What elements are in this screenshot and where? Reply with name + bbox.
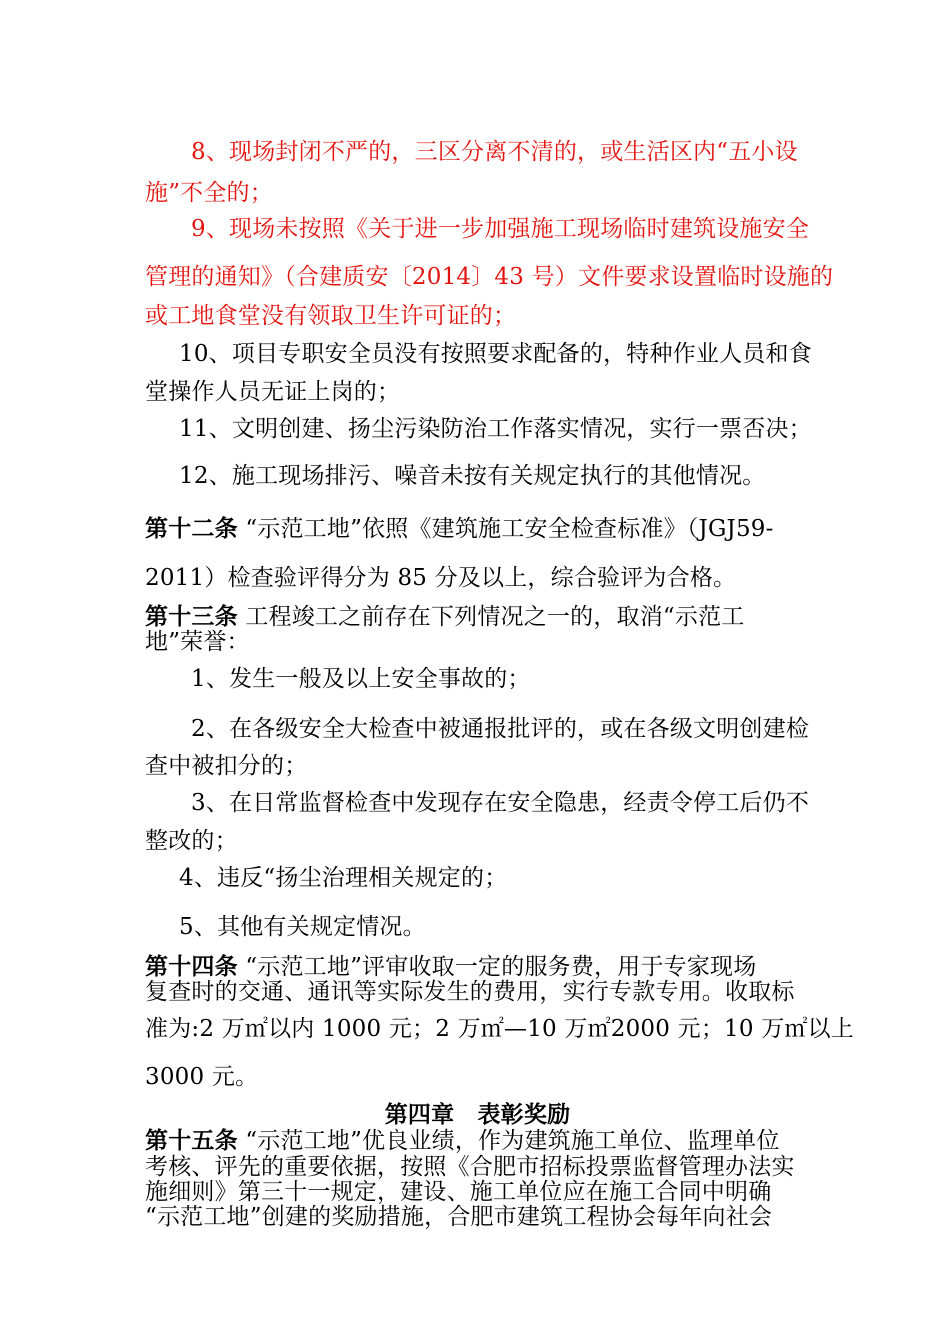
article-15-title: 第十五条 xyxy=(145,1127,238,1154)
article-13-item-3-line-2: 整改的； xyxy=(145,828,238,854)
item-8-line-2: 施”不全的； xyxy=(145,180,273,206)
article-13-item-5: 5、其他有关规定情况。 xyxy=(179,914,426,940)
article-14-text: “示范工地”评审收取一定的服务费，用于专家现场 xyxy=(237,954,757,980)
item-9-line-1: 9、现场未按照《关于进一步加强施工现场临时建筑设施安全 xyxy=(191,216,810,242)
article-13-line-2: 地”荣誉： xyxy=(145,629,250,655)
item-10-line-1: 10、项目专职安全员没有按照要求配备的，特种作业人员和食 xyxy=(179,341,812,367)
article-14-line-3: 准为:2 万㎡以内 1000 元；2 万㎡—10 万㎡2000 元；10 万㎡以上 xyxy=(145,1016,854,1042)
article-13-text: 工程竣工之前存在下列情况之一的，取消“示范工 xyxy=(237,604,745,630)
item-9-line-2: 管理的通知》（合建质安〔2014〕43 号）文件要求设置临时设施的 xyxy=(145,264,834,290)
item-12: 12、施工现场排污、噪音未按有关规定执行的其他情况。 xyxy=(179,463,766,489)
article-14-line-4: 3000 元。 xyxy=(145,1064,259,1090)
item-8-line-1: 8、现场封闭不严的，三区分离不清的，或生活区内“五小设 xyxy=(191,139,798,165)
article-12-title: 第十二条 xyxy=(145,515,238,542)
article-12-line-1 xyxy=(145,510,774,543)
chapter-4-heading: 第四章 表彰奖励 xyxy=(384,1101,571,1128)
article-13-item-2-line-1: 2、在各级安全大检查中被通报批评的，或在各级文明创建检 xyxy=(191,716,810,742)
item-9-line-3: 或工地食堂没有领取卫生许可证的； xyxy=(145,303,517,329)
article-13-item-4: 4、违反“扬尘治理相关规定的； xyxy=(179,865,508,891)
article-14-title: 第十四条 xyxy=(145,953,238,980)
article-15-line-4: “示范工地”创建的奖励措施，合肥市建筑工程协会每年向社会 xyxy=(145,1204,773,1230)
article-12-text: “示范工地”依照《建筑施工安全检查标准》（JGJ59- xyxy=(237,516,774,542)
article-14-line-2: 复查时的交通、通讯等实际发生的费用，实行专款专用。收取标 xyxy=(145,979,795,1005)
article-15-line-2: 考核、评先的重要依据，按照《合肥市招标投票监督管理办法实 xyxy=(145,1154,795,1180)
article-15-text: “示范工地”优良业绩，作为建筑施工单位、监理单位 xyxy=(237,1128,780,1154)
article-13-item-2-line-2: 查中被扣分的； xyxy=(145,753,308,779)
article-12-line-2: 2011）检查验评得分为 85 分及以上，综合验评为合格。 xyxy=(145,565,737,591)
article-13-title: 第十三条 xyxy=(145,603,238,630)
item-10-line-2: 堂操作人员无证上岗的； xyxy=(145,379,401,405)
article-15-line-3: 施细则》第三十一规定，建设、施工单位应在施工合同中明确 xyxy=(145,1179,772,1205)
article-13-item-3-line-1: 3、在日常监督检查中发现存在安全隐患，经责令停工后仍不 xyxy=(191,790,810,816)
item-11: 11、文明创建、扬尘污染防治工作落实情况，实行一票否决； xyxy=(179,416,812,442)
article-13-item-1: 1、发生一般及以上安全事故的； xyxy=(191,666,531,692)
